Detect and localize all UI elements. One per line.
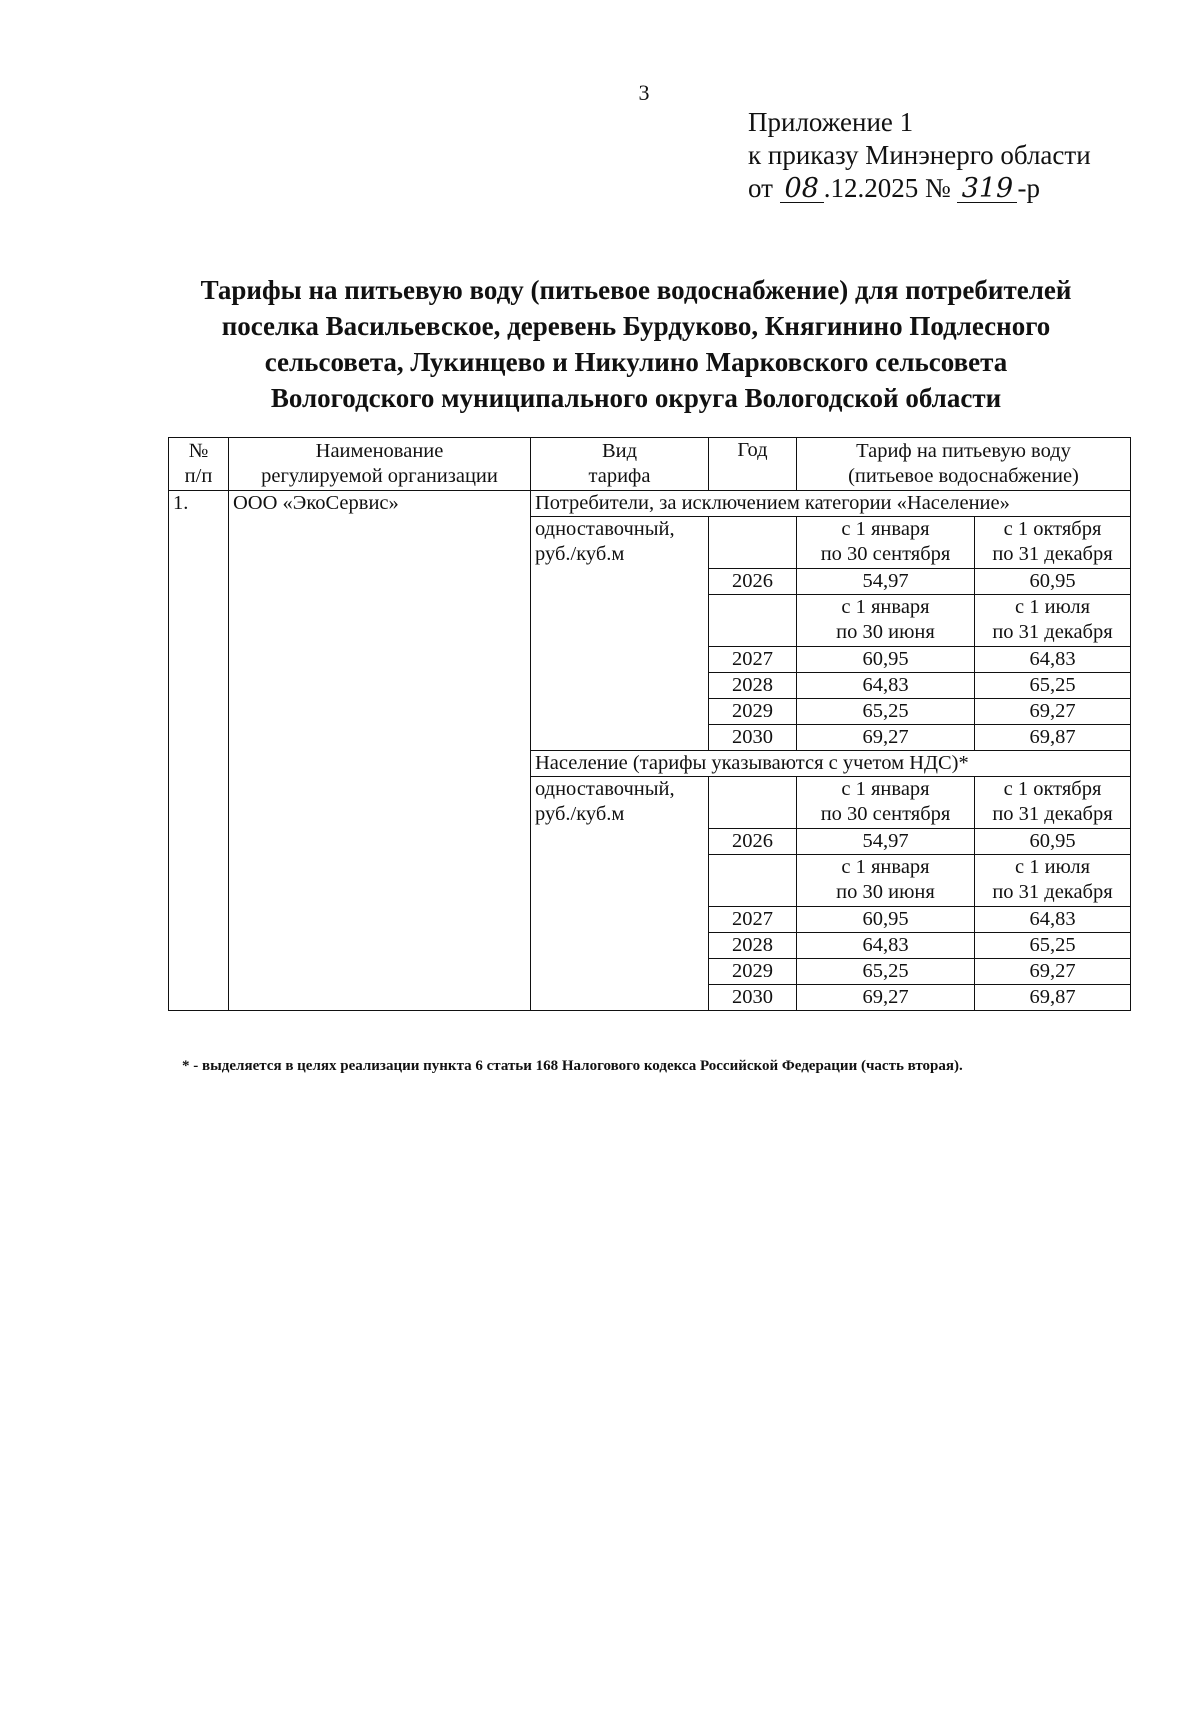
tariff-value-2: 69,27 <box>975 959 1131 985</box>
tariff-value-1: 54,97 <box>797 569 975 595</box>
year-cell: 2030 <box>709 985 797 1011</box>
tariff-value-2: 64,83 <box>975 647 1131 673</box>
year-cell: 2026 <box>709 829 797 855</box>
period-1-label: с 1 января по 30 июня <box>797 855 975 907</box>
title-line-2: поселка Васильевское, деревень Бурдуково, Княгинино Подлесного <box>221 311 1051 341</box>
header-tariff: Тариф на питьевую воду (питьевое водоснабжение) <box>797 438 1131 491</box>
appendix-line-2: к приказу Минэнерго области <box>748 140 1091 170</box>
header-number: № п/п <box>169 438 229 491</box>
period-year-blank <box>709 517 797 569</box>
tariff-value-1: 60,95 <box>797 907 975 933</box>
row-number: 1. <box>169 491 229 1011</box>
year-cell: 2026 <box>709 569 797 595</box>
section-label-row <box>169 491 1131 517</box>
tariff-value-2: 69,27 <box>975 699 1131 725</box>
tariff-value-2: 64,83 <box>975 907 1131 933</box>
footnote: * - выделяется в целях реализации пункта 6 статьи 168 Налогового кодекса Российской Федерации (часть вторая). <box>182 1058 963 1074</box>
date-rest: .12.2025 № <box>823 173 951 203</box>
title-line-1: Тарифы на питьевую воду (питьевое водоснабжение) для потребителей <box>200 275 1072 305</box>
appendix-block <box>748 106 1091 205</box>
tariff-value-2: 69,87 <box>975 985 1131 1011</box>
handwritten-date-day: 08 <box>780 176 824 203</box>
period-1-label: с 1 января по 30 июня <box>797 595 975 647</box>
tariff-value-2: 65,25 <box>975 933 1131 959</box>
period-year-blank <box>709 595 797 647</box>
document-title <box>150 272 1122 416</box>
year-cell: 2028 <box>709 933 797 959</box>
period-2-label: с 1 октября по 31 декабря <box>975 777 1131 829</box>
year-cell: 2028 <box>709 673 797 699</box>
tariff-value-2: 65,25 <box>975 673 1131 699</box>
table-header-row <box>169 438 1131 491</box>
organization-name: ООО «ЭкоСервис» <box>229 491 531 1011</box>
tariff-kind: одноставочный, руб./куб.м <box>531 517 709 751</box>
tariff-value-1: 60,95 <box>797 647 975 673</box>
year-cell: 2029 <box>709 699 797 725</box>
order-suffix: -р <box>1017 173 1040 203</box>
tariff-value-1: 54,97 <box>797 829 975 855</box>
tariff-value-2: 60,95 <box>975 569 1131 595</box>
tariff-value-1: 69,27 <box>797 985 975 1011</box>
period-1-label: с 1 января по 30 сентября <box>797 517 975 569</box>
period-2-label: с 1 июля по 31 декабря <box>975 855 1131 907</box>
year-cell: 2030 <box>709 725 797 751</box>
page-number: 3 <box>638 80 650 105</box>
year-cell: 2029 <box>709 959 797 985</box>
tariff-value-2: 60,95 <box>975 829 1131 855</box>
handwritten-order-number: 319 <box>957 176 1017 203</box>
title-line-3: сельсовета, Лукинцево и Никулино Марковского сельсовета <box>264 347 1008 377</box>
section-label: Потребители, за исключением категории «Население» <box>531 491 1131 517</box>
tariff-value-2: 69,87 <box>975 725 1131 751</box>
section-label: Население (тарифы указываются с учетом НДС)* <box>531 751 1131 777</box>
tariff-kind: одноставочный, руб./куб.м <box>531 777 709 1011</box>
tariff-value-1: 64,83 <box>797 933 975 959</box>
period-2-label: с 1 октября по 31 декабря <box>975 517 1131 569</box>
tariff-table <box>168 437 1131 1011</box>
period-1-label: с 1 января по 30 сентября <box>797 777 975 829</box>
title-line-4: Вологодского муниципального округа Вологодской области <box>270 383 1002 413</box>
tariff-value-1: 65,25 <box>797 959 975 985</box>
period-year-blank <box>709 855 797 907</box>
appendix-line-1: Приложение 1 <box>748 107 914 137</box>
tariff-value-1: 69,27 <box>797 725 975 751</box>
appendix-date-line <box>748 172 1091 205</box>
header-tariff-kind: Вид тарифа <box>531 438 709 491</box>
tariff-value-1: 64,83 <box>797 673 975 699</box>
tariff-value-1: 65,25 <box>797 699 975 725</box>
header-year: Год <box>709 438 797 491</box>
period-2-label: с 1 июля по 31 декабря <box>975 595 1131 647</box>
period-year-blank <box>709 777 797 829</box>
year-cell: 2027 <box>709 907 797 933</box>
header-organization: Наименование регулируемой организации <box>229 438 531 491</box>
year-cell: 2027 <box>709 647 797 673</box>
date-prefix: от <box>748 173 773 203</box>
